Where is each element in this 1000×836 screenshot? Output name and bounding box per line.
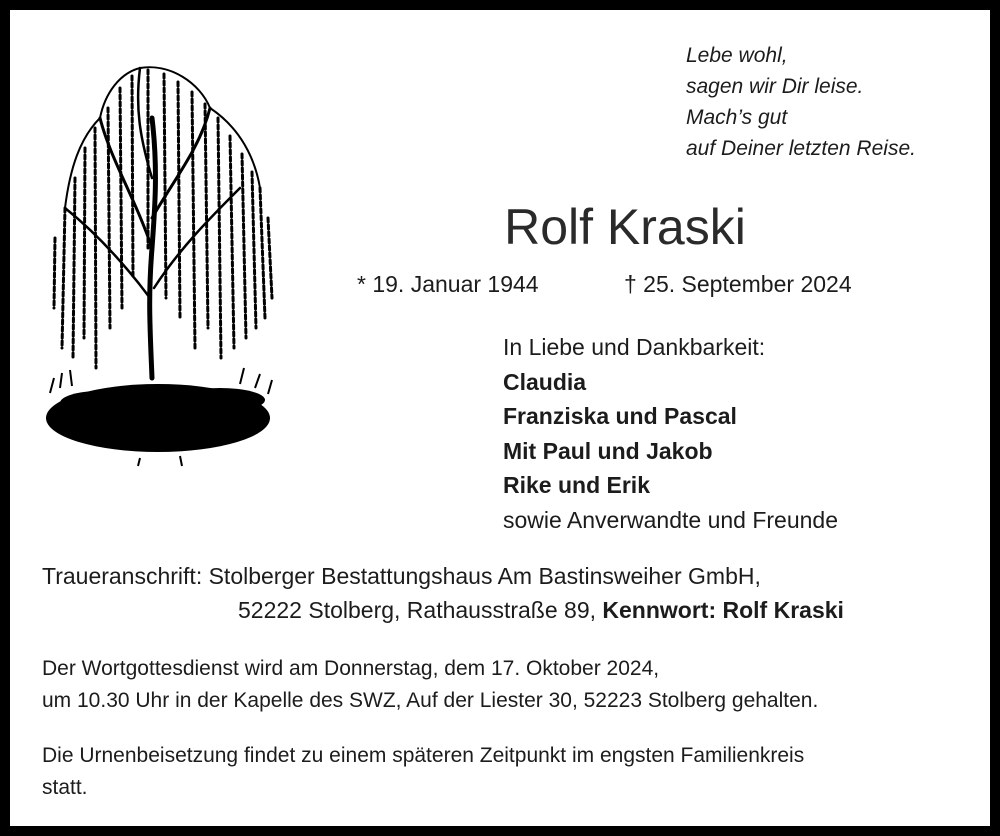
deceased-name: Rolf Kraski (504, 199, 746, 255)
poem-line: auf Deiner letzten Reise. (686, 137, 916, 160)
family-intro: In Liebe und Dankbarkeit: (503, 334, 766, 360)
burial-line: statt. (42, 776, 88, 799)
poem-line: Mach’s gut (686, 106, 788, 129)
service-line: um 10.30 Uhr in der Kapelle des SWZ, Auf der Liester 30, 52223 Stolberg gehalten. (42, 689, 819, 712)
poem-line: sagen wir Dir leise. (686, 75, 864, 98)
poem-line: Lebe wohl, (686, 44, 788, 67)
family-list (503, 330, 838, 537)
family-member: Franziska und Pascal (503, 403, 737, 429)
service-line: Der Wortgottesdienst wird am Donnerstag, dem 17. Oktober 2024, (42, 657, 660, 680)
weeping-willow-icon (40, 48, 280, 468)
burial-line: Die Urnenbeisetzung findet zu einem späteren Zeitpunkt im engsten Familienkreis (42, 744, 805, 767)
family-member: Rike und Erik (503, 472, 650, 498)
address-street: 52222 Stolberg, Rathausstraße 89, (238, 597, 597, 623)
burial-info (42, 740, 804, 804)
family-outro: sowie Anverwandte und Freunde (503, 506, 838, 533)
mourning-address-line2 (238, 597, 844, 624)
family-member: Claudia (503, 368, 587, 395)
birth-date: * 19. Januar 1944 (357, 271, 539, 297)
mourning-address (42, 563, 761, 590)
family-member: Mit Paul und Jakob (503, 437, 713, 464)
death-date: † 25. September 2024 (624, 271, 852, 297)
service-info (42, 653, 818, 717)
farewell-poem (686, 40, 916, 164)
address-keyword: Kennwort: Rolf Kraski (602, 597, 844, 623)
address-company: Stolberger Bestattungshaus Am Bastinsweiher GmbH, (208, 563, 761, 589)
address-label: Traueranschrift: (42, 563, 203, 589)
